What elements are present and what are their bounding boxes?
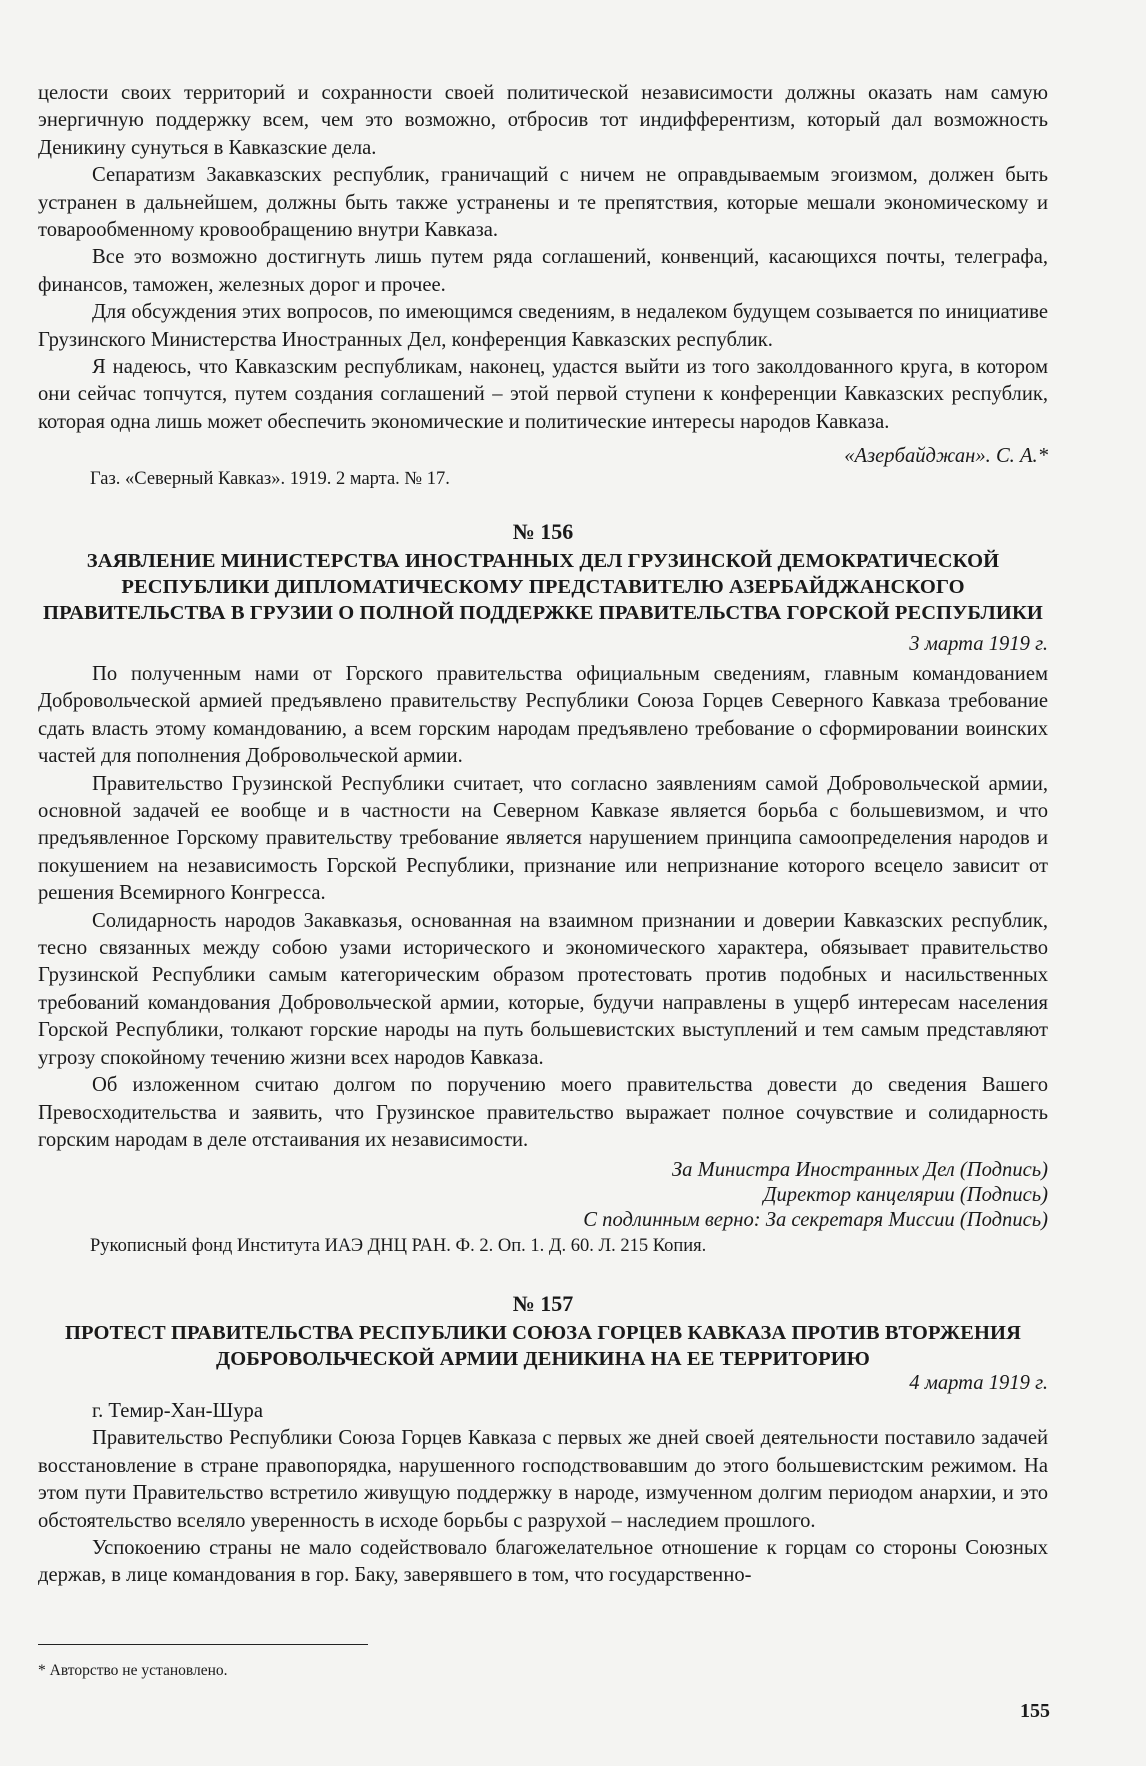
intro-signature: «Азербайджан». С. А.* — [844, 445, 1048, 468]
document-157 — [38, 1290, 1048, 1590]
footnote-divider — [38, 1644, 368, 1645]
document-157-paragraph-1: Правительство Республики Союза Горцев Кавказа с первых же дней своей деятельности поставило задачей восстановление в стране правопорядка, нарушенного господствовавшим до этого большевистским режимом. На этом пути Правительство встретило живущую поддержку в народе, измученном долгим периодом анархии, и это обстоятельство вселяло уверенность в исходе борьбы с разрухой – наследием прошлого. — [38, 1427, 1048, 1532]
intro-paragraph-3: Все это возможно достигнуть лишь путем ряда соглашений, конвенций, касающихся почты, телеграфа, финансов, таможен, железных дорог и прочее. — [38, 246, 1048, 296]
document-157-date: 4 марта 1919 г. — [909, 1372, 1048, 1394]
document-156 — [38, 518, 1048, 1258]
document-156-signature-1: За Министра Иностранных Дел (Подпись) — [671, 1159, 1048, 1182]
document-156-title: ЗАЯВЛЕНИЕ МИНИСТЕРСТВА ИНОСТРАННЫХ ДЕЛ ГРУЗИНСКОЙ ДЕМОКРАТИЧЕСКОЙ РЕСПУБЛИКИ ДИПЛОМАТИЧЕСКОМУ ПРЕДСТАВИТЕЛЮ АЗЕРБАЙДЖАНСКОГО ПРАВИТЕЛЬСТВА В ГРУЗИИ О ПОЛНОЙ ПОДДЕРЖКЕ ПРАВИТЕЛЬСТВА ГОРСКОЙ РЕСПУБЛИКИ — [43, 550, 1043, 624]
document-157-number: № 157 — [512, 1291, 574, 1316]
intro-section — [38, 80, 1048, 491]
page-number: 155 — [1020, 1700, 1050, 1722]
document-156-paragraph-1: По полученным нами от Горского правительства официальным сведениям, главным командованием Добровольческой армией предъявлено правительству Республики Союза Горцев Северного Кавказа требование сдать власть этому командованию, а всем горским народам предъявлено требование о сформировании воинских частей для пополнения Добровольческой армии. — [38, 663, 1048, 768]
document-156-source: Рукописный фонд Института ИАЭ ДНЦ РАН. Ф. 2. Оп. 1. Д. 60. Л. 215 Копия. — [90, 1236, 707, 1257]
document-157-paragraph-2: Успокоению страны не мало содействовало благожелательное отношение к горцам со стороны Союзных держав, в лице командования в гор. Баку, заверявшего в том, что государственно- — [38, 1537, 1048, 1587]
document-156-date: 3 марта 1919 г. — [909, 633, 1048, 655]
document-157-place: г. Темир-Хан-Шура — [92, 1400, 263, 1422]
footnote: * Авторство не установлено. — [38, 1662, 228, 1679]
document-156-paragraph-2: Правительство Грузинской Республики считает, что согласно заявлениям самой Добровольческой армии, основной задачей ее вообще и в частности на Северном Кавказе является борьба с большевизмом, и что предъявленное Горскому правительству требование является нарушением принципа самоопределения народов и покушением на независимость Горской Республики, признание или непризнание которого всецело зависит от решения Всемирного Конгресса. — [38, 772, 1048, 905]
document-156-signature-3: С подлинным верно: За секретаря Миссии (Подпись) — [583, 1209, 1048, 1232]
document-156-number: № 156 — [512, 519, 574, 544]
document-156-signature-2: Директор канцелярии (Подпись) — [763, 1184, 1048, 1207]
intro-paragraph-5: Я надеюсь, что Кавказским республикам, наконец, удастся выйти из того заколдованного круга, в котором они сейчас топчутся, путем создания соглашений – этой первой ступени к конференции Кавказских республик, которая одна лишь может обеспечить экономические и политические интересы народов Кавказа. — [38, 356, 1048, 433]
intro-source: Газ. «Северный Кавказ». 1919. 2 марта. № 17. — [90, 469, 450, 490]
document-156-paragraph-4: Об изложенном считаю долгом по поручению моего правительства довести до сведения Вашего Превосходительства и заявить, что Грузинское правительство выражает полное сочувствие и солидарность горским народам в деле отстаивания их независимости. — [38, 1074, 1048, 1151]
document-157-title: ПРОТЕСТ ПРАВИТЕЛЬСТВА РЕСПУБЛИКИ СОЮЗА ГОРЦЕВ КАВКАЗА ПРОТИВ ВТОРЖЕНИЯ ДОБРОВОЛЬЧЕСКОЙ АРМИИ ДЕНИКИНА НА ЕЕ ТЕРРИТОРИЮ — [64, 1322, 1022, 1370]
document-156-paragraph-3: Солидарность народов Закавказья, основанная на взаимном признании и доверии Кавказских республик, тесно связанных между собою узами исторического и экономического характера, обязывает правительство Грузинской Республики самым категорическим образом протестовать против подобных и насильственных требований командования Добровольческой армии, которые, будучи направлены в ущерб интересам населения Горской Республики, толкают горские народы на путь большевистских выступлений и тем самым представляют угрозу спокойному течению жизни всех народов Кавказа. — [38, 909, 1048, 1069]
intro-paragraph-4: Для обсуждения этих вопросов, по имеющимся сведениям, в недалеком будущем созывается по инициативе Грузинского Министерства Иностранных Дел, конференция Кавказских республик. — [38, 301, 1048, 351]
intro-paragraph-2: Сепаратизм Закавказских республик, граничащий с ничем не оправдываемым эгоизмом, должен быть устранен в дальнейшем, должны быть также устранены и те препятствия, которые мешали экономическому и товарообменному кровообращению внутри Кавказа. — [38, 164, 1048, 242]
intro-paragraph-1: целости своих территорий и сохранности своей политической независимости должны оказать нам самую энергичную поддержку всем, чем это возможно, отбросив тот индифферентизм, который дал возможность Деникину сунуться в Кавказские дела. — [38, 82, 1048, 159]
